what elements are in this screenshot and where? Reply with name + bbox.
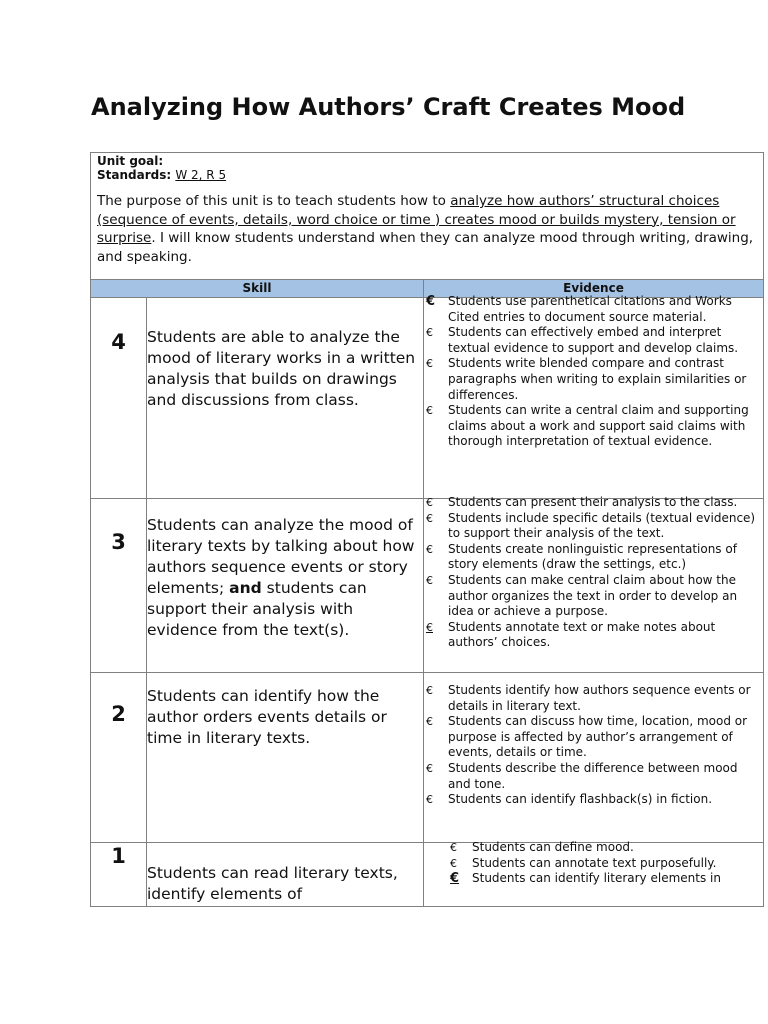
- euro-bullet-icon: €: [426, 511, 433, 525]
- euro-bullet-icon: €: [426, 793, 433, 807]
- skill-description: Students can identify how the author orders events details or time in literary texts.: [147, 673, 424, 843]
- purpose-post: . I will know students understand when they can analyze mood through writing, drawing, and speaking.: [97, 230, 754, 265]
- skill-header: Skill: [91, 280, 424, 298]
- evidence-cell: [424, 294, 764, 499]
- skill-description: Students are able to analyze the mood of literary works in a written analysis that builds on drawings and discussions from class.: [147, 298, 424, 499]
- evidence-item: € Students can identify flashback(s) in fiction.: [426, 792, 713, 807]
- rubric-row-4: [91, 298, 764, 499]
- evidence-item: € Students write blended compare and contrast paragraphs when writing to explain similarities or differences.: [426, 356, 747, 402]
- euro-bullet-icon: €: [450, 841, 457, 854]
- evidence-cell: [424, 673, 764, 843]
- rubric-table: [90, 152, 764, 907]
- page-title: Analyzing How Authors’ Craft Creates Mood: [91, 93, 686, 121]
- skill-description: Students can analyze the mood of literary texts by talking about how authors sequence events or story elements; and students can support their analysis with evidence from the text(s).: [147, 499, 424, 673]
- evidence-item: € Students can annotate text purposefully.: [450, 855, 717, 870]
- rubric-row-3: [91, 499, 764, 673]
- evidence-item: € Students create nonlinguistic representations of story elements (draw the settings, etc.): [426, 541, 737, 572]
- evidence-item: € Students can identify literary elements in: [450, 871, 721, 887]
- standards-label: Standards:: [97, 168, 172, 182]
- evidence-item: € Students describe the difference between mood and tone.: [426, 760, 738, 791]
- evidence-item: € Students can effectively embed and interpret textual evidence to support and develop claims.: [426, 325, 739, 355]
- euro-bullet-icon: €: [450, 871, 460, 887]
- euro-bullet-icon: €: [426, 357, 433, 371]
- intro-row: [91, 153, 764, 280]
- euro-bullet-icon: €: [426, 761, 433, 775]
- rubric-row-1: [91, 843, 764, 907]
- skill-description: Students can read literary texts, identify elements of: [147, 843, 424, 907]
- euro-bullet-icon: €: [450, 856, 457, 870]
- evidence-item: € Students use parenthetical citations and Works Cited entries to document source material.: [426, 294, 732, 324]
- evidence-item: € Students can make central claim about how the author organizes the text in order to develop an idea or achieve a purpose.: [426, 572, 738, 619]
- euro-bullet-icon: €: [426, 620, 433, 634]
- euro-bullet-icon: €: [426, 326, 433, 340]
- euro-bullet-icon: €: [426, 573, 433, 587]
- rubric-row-2: [91, 673, 764, 843]
- intro-cell: [91, 153, 764, 280]
- euro-bullet-icon: €: [426, 404, 433, 418]
- level-number: 2: [91, 673, 147, 843]
- euro-bullet-icon: €: [426, 715, 433, 729]
- evidence-item: € Students can define mood.: [450, 840, 634, 854]
- evidence-cell: [424, 495, 764, 673]
- evidence-item: € Students identify how authors sequence events or details in literary text.: [426, 683, 751, 713]
- evidence-item: € Students can write a central claim and supporting claims about a work and support said claims with thorough interpretation of textual evidence.: [426, 403, 749, 449]
- level-number: 4: [91, 298, 147, 499]
- evidence-header: Evidence: [424, 280, 764, 298]
- unit-goal-label: Unit goal:: [97, 154, 164, 168]
- euro-bullet-icon: €: [426, 542, 433, 556]
- standards-value: W 2, R 5: [175, 168, 227, 182]
- purpose-underlined: analyze how authors’ structural choices (sequence of events, details, word choice or time ) creates mood or builds mystery, tension or surprise: [97, 193, 736, 246]
- euro-bullet-icon: €: [426, 294, 436, 309]
- evidence-cell: [424, 840, 764, 907]
- evidence-item: € Students can discuss how time, location, mood or purpose is affected by author’s arrangement of events, details or time.: [426, 714, 748, 760]
- evidence-item: € Students include specific details (textual evidence) to support their analysis of the text.: [426, 510, 756, 541]
- purpose-statement: [97, 192, 757, 266]
- level-number: 1: [91, 843, 147, 907]
- level-number: 3: [91, 499, 147, 673]
- evidence-item: € Students can present their analysis to the class.: [426, 495, 738, 509]
- evidence-item: € Students annotate text or make notes about authors’ choices.: [426, 619, 716, 650]
- euro-bullet-icon: €: [426, 496, 433, 509]
- purpose-pre: The purpose of this unit is to teach students how to: [97, 193, 451, 209]
- euro-bullet-icon: €: [426, 684, 433, 697]
- standards-line: [97, 168, 757, 182]
